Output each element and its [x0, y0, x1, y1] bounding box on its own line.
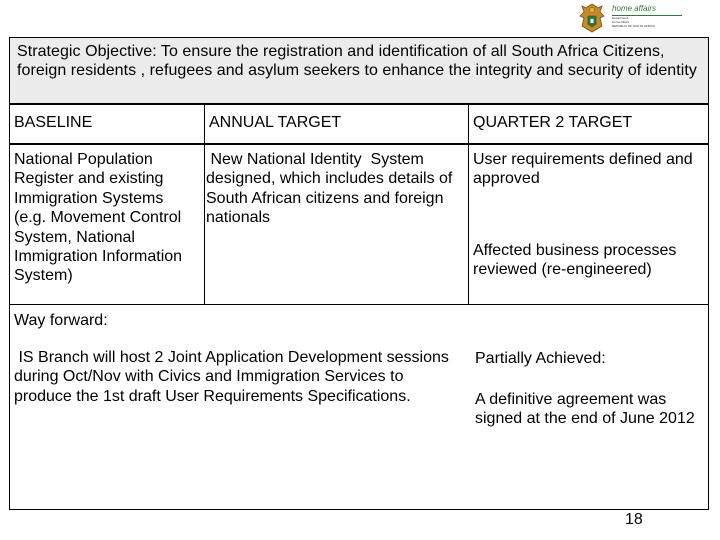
logo-line-2: Home Affairs: [612, 20, 630, 24]
header-cell-baseline: [10, 105, 205, 143]
logo-text-block: [612, 4, 688, 34]
logo-title: home affairs: [612, 4, 657, 13]
way-forward-body: IS Branch will host 2 Joint Application Development sessions during Oct/Nov with Civics and Immigration Services to produce the 1st draft User Requirements Specifications.: [14, 349, 454, 405]
baseline-text: National Population Register and existing Immigration Systems (e.g. Movement Control System, National Immigration Information System): [14, 151, 183, 285]
logo-line-3: REPUBLIC OF SOUTH AFRICA: [612, 24, 656, 28]
page-number: 18: [625, 511, 643, 528]
annual-target-cell: [205, 145, 469, 304]
achievement-detail: A definitive agreement was signed at the end of June 2012: [475, 391, 695, 428]
header-cell-annual-target: [205, 105, 469, 143]
strategic-objective-row: [10, 38, 708, 105]
table-row: [10, 145, 708, 305]
achievement-status: Partially Achieved:: [475, 350, 606, 367]
annual-target-text: New National Identity System designed, which includes details of South African citizens and foreign nationals: [206, 151, 457, 227]
objective-table: [9, 37, 709, 510]
coat-of-arms-icon: [578, 2, 606, 34]
quarter-target-cell: [469, 145, 708, 304]
quarter-target-heading: QUARTER 2 TARGET: [473, 114, 633, 131]
quarter-target-text-1: User requirements defined and approved: [473, 151, 693, 188]
header-cell-quarter-target: [469, 105, 708, 143]
baseline-cell: [10, 145, 205, 304]
way-forward-label: Way forward:: [14, 312, 108, 329]
home-affairs-logo: [578, 2, 690, 34]
table-header-row: [10, 105, 708, 145]
annual-target-heading: ANNUAL TARGET: [209, 114, 342, 131]
baseline-heading: BASELINE: [14, 114, 93, 131]
strategic-objective-text: Strategic Objective: To ensure the registration and identification of all South Africa Citizens, foreign residents , refugees and asylum seekers to enhance the integrity and security of identity: [17, 43, 697, 79]
logo-line-1: Department:: [612, 16, 629, 20]
quarter-target-text-2: Affected business processes reviewed (re-engineered): [473, 242, 677, 279]
way-forward-row: [10, 305, 708, 510]
